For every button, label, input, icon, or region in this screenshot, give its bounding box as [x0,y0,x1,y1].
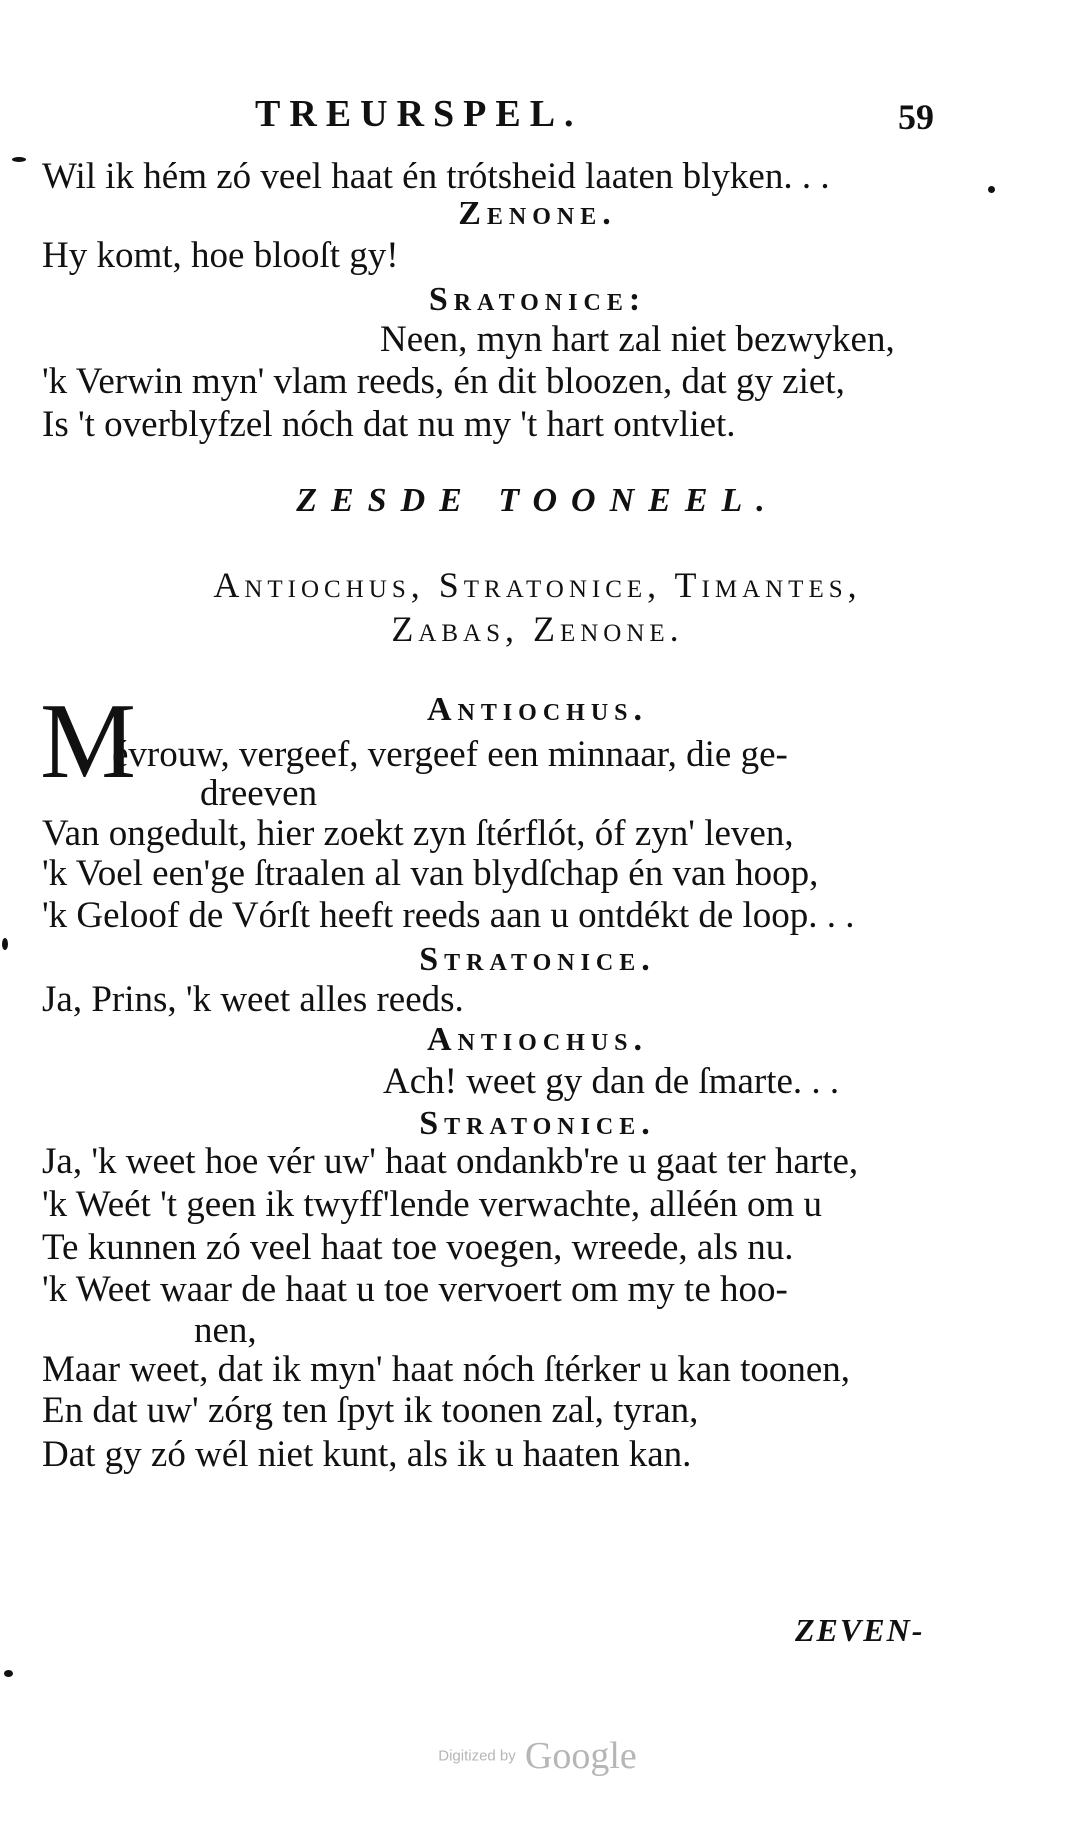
verse-line: Hy komt, hoe blooſt gy! [42,235,399,276]
verse-line-continuation: nen, [194,1310,257,1351]
scan-speck [4,1670,13,1677]
verse-line: Ach! weet gy dan de ſmarte. . . [383,1061,840,1102]
verse-line: Ja, Prins, 'k weet alles reeds. [42,979,464,1020]
drop-capital: M [40,682,137,801]
verse-line: Te kunnen zó veel haat toe voegen, wreede, als nu. [42,1227,794,1268]
watermark-brand: Google [524,1735,637,1777]
verse-line: 'k Weet waar de haat u toe vervoert om my te hoo- [42,1269,788,1310]
verse-line: Maar weet, dat ik myn' haat nóch ſtérker u kan toonen, [42,1349,851,1390]
verse-line: 'k Voel een'ge ſtraalen al van blydſchap én van hoop, [42,853,819,894]
verse-line: Van ongedult, hier zoekt zyn ſtérflót, óf zyn' leven, [42,813,794,854]
verse-line: Is 't overblyfzel nóch dat nu my 't hart ontvliet. [42,404,736,445]
verse-line: 'k Weét 't geen ik twyff'lende verwachte, alléén om u [42,1184,823,1225]
page-number: 59 [898,97,934,137]
running-title: TREURSPEL. [255,93,583,135]
digitization-watermark [0,1734,1075,1778]
speaker-label: Antiochus. [426,1021,649,1058]
speaker-label: Sratonice: [428,281,647,318]
scene-title: ZESDE TOONEEL. [296,482,779,519]
verse-line: 'k Verwin myn' vlam reeds, én dit bloozen, dat gy ziet, [42,361,845,402]
scan-speck [988,186,995,193]
verse-line: Dat gy zó wél niet kunt, als ik u haaten kan. [42,1434,692,1475]
verse-line: évrouw, vergeef, vergeef een minnaar, die ge- [112,734,788,775]
cast-list-line: Antiochus, Stratonice, Timantes, [213,565,862,605]
speaker-label: Zenone. [458,195,617,232]
catchword: ZEVEN- [795,1612,925,1648]
verse-line-continuation: dreeven [200,773,318,814]
cast-list-line: Zabas, Zenone. [391,609,684,649]
scan-speck [12,157,26,162]
scan-speck [2,938,8,950]
verse-line: Neen, myn hart zal niet bezwyken, [380,319,895,360]
speaker-label: Stratonice. [419,1105,656,1142]
verse-line: En dat uw' zórg ten ſpyt ik toonen zal, tyran, [42,1390,699,1431]
watermark-prefix: Digitized by [438,1747,516,1765]
speaker-label: Antiochus. [426,691,649,728]
page-header [0,92,1075,142]
verse-line: Wil ik hém zó veel haat én trótsheid laaten blyken. . . [42,156,830,197]
verse-line: Ja, 'k weet hoe vér uw' haat ondankb're u gaat ter harte, [42,1141,859,1182]
speaker-label: Stratonice. [419,941,656,978]
verse-line: 'k Geloof de Vórſt heeft reeds aan u ontdékt de loop. . . [42,895,855,936]
